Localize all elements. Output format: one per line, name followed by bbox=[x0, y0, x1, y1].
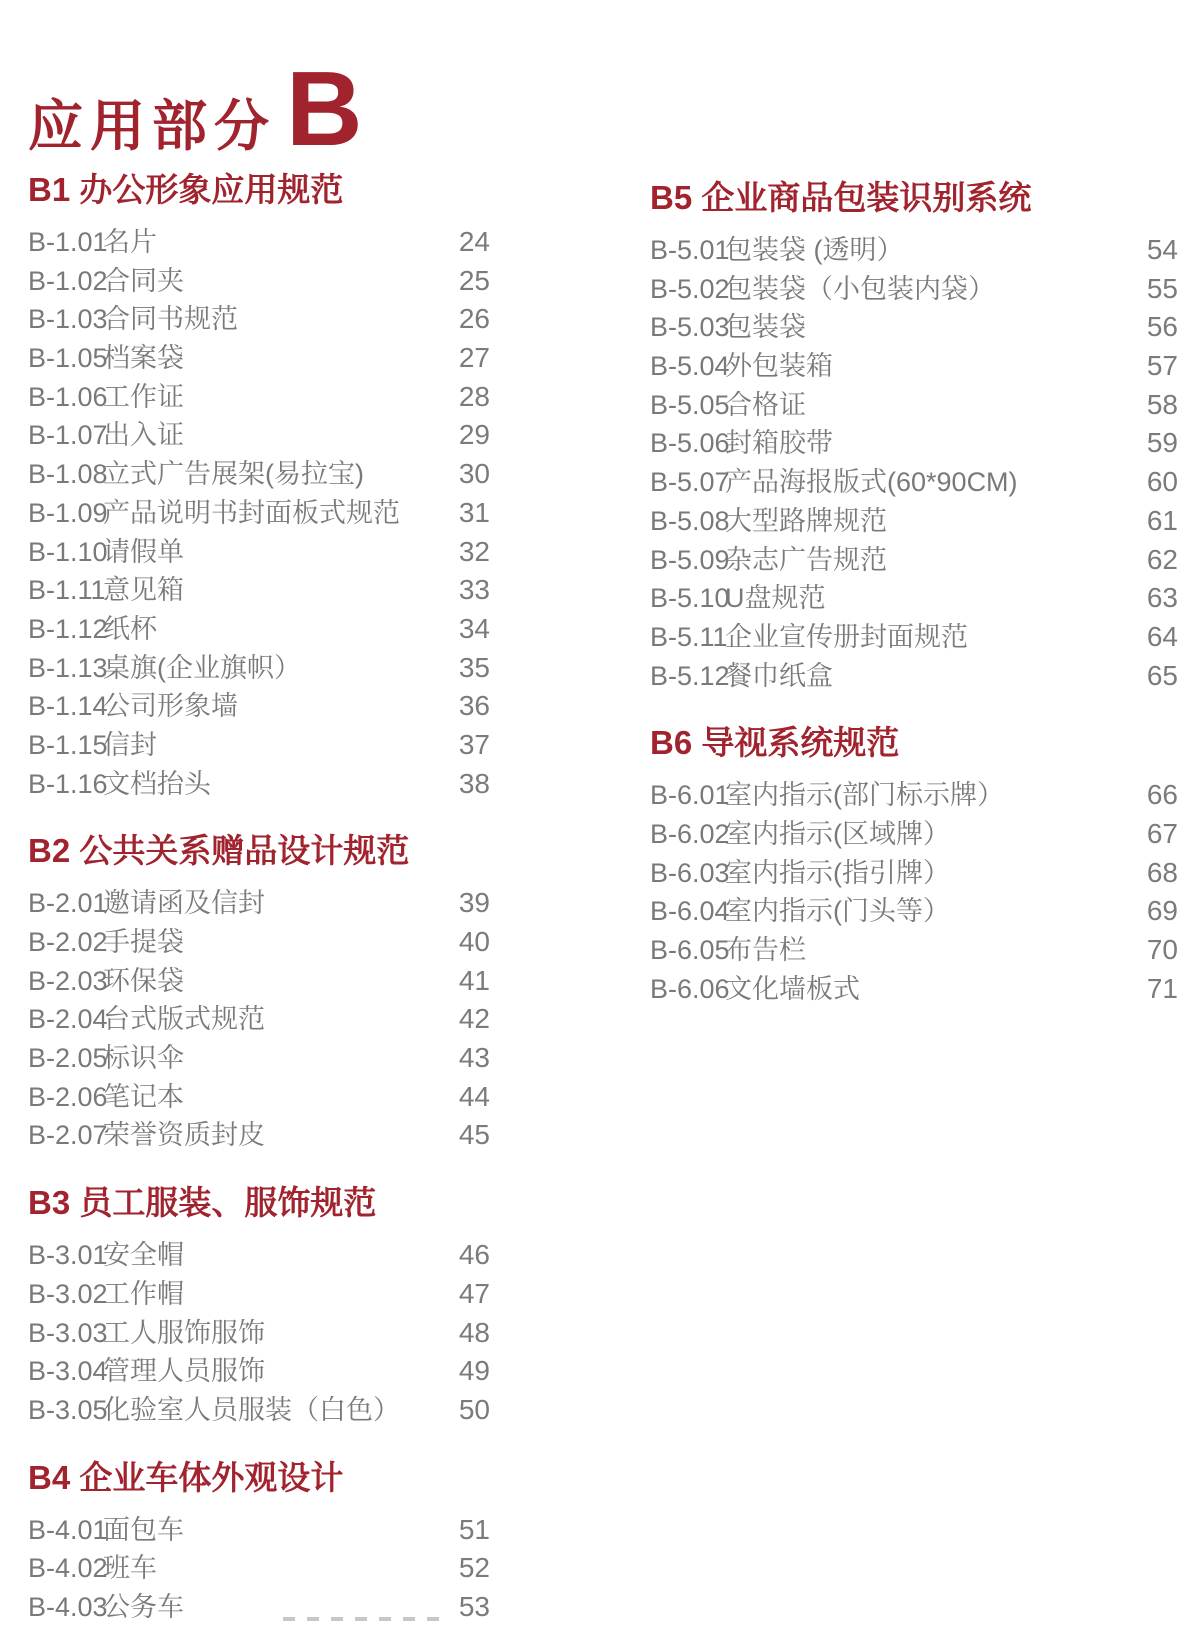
entry-page-number: 67 bbox=[1146, 817, 1178, 849]
entry-page-number: 28 bbox=[458, 380, 490, 412]
entry-label: 包装袋（小包装内袋） bbox=[725, 273, 995, 304]
entry-text bbox=[650, 541, 1147, 580]
toc-entry bbox=[650, 347, 1178, 386]
entry-text bbox=[28, 1352, 459, 1391]
entry-code: B-5.03 bbox=[650, 312, 730, 343]
entry-label: 管理人员服饰 bbox=[103, 1356, 265, 1387]
toc-entry bbox=[28, 1352, 490, 1391]
section-title-B4: B4 企业车体外观设计 bbox=[28, 1458, 344, 1496]
toc-entry bbox=[650, 541, 1178, 580]
entry-page-number: 51 bbox=[458, 1513, 490, 1545]
entry-page-number: 52 bbox=[458, 1552, 490, 1584]
toc-entry bbox=[650, 854, 1178, 893]
page-title bbox=[28, 50, 363, 170]
entry-text bbox=[650, 347, 1147, 386]
entry-code: B-1.03 bbox=[28, 304, 108, 335]
entry-code: B-3.01 bbox=[28, 1240, 108, 1271]
entry-label: 餐巾纸盒 bbox=[725, 660, 833, 691]
entry-page-number: 33 bbox=[458, 574, 490, 606]
entry-label: 包装袋 (透明） bbox=[725, 235, 904, 265]
entry-label: 请假单 bbox=[103, 536, 184, 567]
entry-text bbox=[28, 533, 459, 572]
toc-entry bbox=[650, 618, 1178, 657]
entry-text bbox=[28, 1314, 459, 1353]
entry-text bbox=[28, 262, 459, 301]
entry-text bbox=[650, 815, 1147, 854]
entry-code: B-5.10 bbox=[650, 583, 730, 614]
toc-entry bbox=[28, 1039, 490, 1078]
entry-label: 产品说明书封面板式规范 bbox=[103, 497, 400, 528]
entry-label: 名片 bbox=[103, 227, 157, 257]
toc-entry bbox=[28, 1078, 490, 1117]
entry-page-number: 38 bbox=[458, 767, 490, 799]
entry-page-number: 42 bbox=[458, 1003, 490, 1035]
toc-entry bbox=[28, 262, 490, 301]
toc-entry bbox=[650, 424, 1178, 463]
entry-text bbox=[28, 223, 459, 262]
entry-label: 环保袋 bbox=[103, 965, 184, 996]
entry-code: B-3.05 bbox=[28, 1394, 108, 1425]
toc-entry bbox=[650, 815, 1178, 854]
entry-label: 纸杯 bbox=[103, 613, 157, 644]
entry-text bbox=[650, 270, 1147, 309]
entry-code: B-3.02 bbox=[28, 1278, 108, 1309]
toc-entry bbox=[28, 223, 490, 262]
entry-label: 意见箱 bbox=[103, 575, 184, 606]
entry-code: B-5.06 bbox=[650, 428, 730, 459]
entry-code: B-6.01 bbox=[650, 780, 730, 811]
entry-page-number: 54 bbox=[1146, 234, 1178, 265]
toc-entry bbox=[28, 1391, 490, 1430]
entry-code: B-6.04 bbox=[650, 896, 730, 927]
toc-entry bbox=[28, 1275, 490, 1314]
entry-page-number: 37 bbox=[458, 728, 490, 760]
toc-entry bbox=[28, 533, 490, 572]
entry-label: 台式版式规范 bbox=[103, 1004, 265, 1035]
entry-code: B-5.09 bbox=[650, 544, 730, 575]
entry-page-number: 60 bbox=[1146, 466, 1178, 498]
entry-code: B-2.02 bbox=[28, 927, 108, 957]
entry-code: B-4.02 bbox=[28, 1553, 108, 1584]
entry-code: B-5.02 bbox=[650, 273, 730, 304]
entry-text bbox=[28, 1078, 459, 1117]
toc-entry bbox=[650, 931, 1178, 970]
entry-label: 企业宣传册封面规范 bbox=[725, 621, 968, 652]
clipped-next-row bbox=[283, 1617, 439, 1621]
section-list-B5 bbox=[650, 231, 1178, 695]
entry-label: 工作帽 bbox=[103, 1278, 184, 1309]
entry-text bbox=[28, 1549, 459, 1588]
left-column bbox=[28, 172, 490, 1627]
section-B1 bbox=[28, 172, 490, 803]
entry-label: 布告栏 bbox=[725, 935, 806, 965]
toc-entry bbox=[28, 726, 490, 765]
toc-entry bbox=[28, 339, 490, 378]
entry-page-number: 58 bbox=[1146, 388, 1178, 420]
entry-page-number: 53 bbox=[458, 1590, 490, 1622]
entry-code: B-6.02 bbox=[650, 818, 730, 849]
entry-text bbox=[28, 455, 459, 494]
entry-page-number: 62 bbox=[1146, 543, 1178, 575]
entry-label: 产品海报版式(60*90CM) bbox=[725, 467, 1018, 498]
entry-text bbox=[28, 571, 459, 610]
toc-entry bbox=[28, 687, 490, 726]
entry-code: B-1.01 bbox=[28, 227, 108, 257]
entry-label: 室内指示(区域牌） bbox=[725, 818, 950, 849]
entry-label: 荣誉资质封皮 bbox=[103, 1120, 265, 1151]
entry-label: 邀请函及信封 bbox=[103, 888, 265, 919]
toc-entry bbox=[28, 1549, 490, 1588]
entry-text bbox=[650, 463, 1147, 502]
entry-page-number: 25 bbox=[458, 264, 490, 296]
entry-label: 笔记本 bbox=[103, 1081, 184, 1112]
entry-label: 外包装箱 bbox=[725, 351, 833, 382]
entry-page-number: 50 bbox=[458, 1393, 490, 1425]
entry-code: B-5.05 bbox=[650, 389, 730, 420]
entry-code: B-3.04 bbox=[28, 1356, 108, 1387]
entry-label: 合同书规范 bbox=[103, 304, 238, 335]
entry-text bbox=[28, 1039, 459, 1078]
entry-page-number: 29 bbox=[458, 419, 490, 451]
entry-text bbox=[28, 494, 459, 533]
toc-entry bbox=[28, 765, 490, 804]
entry-code: B-1.08 bbox=[28, 459, 108, 490]
entry-text bbox=[28, 1000, 459, 1039]
toc-entry bbox=[28, 1000, 490, 1039]
entry-page-number: 66 bbox=[1146, 779, 1178, 811]
entry-text bbox=[650, 618, 1147, 657]
entry-page-number: 63 bbox=[1146, 582, 1178, 614]
entry-label: 安全帽 bbox=[103, 1240, 184, 1271]
entry-code: B-1.10 bbox=[28, 536, 108, 567]
entry-code: B-5.11 bbox=[650, 621, 728, 652]
entry-text bbox=[28, 962, 459, 1001]
entry-page-number: 26 bbox=[458, 303, 490, 335]
entry-code: B-5.01 bbox=[650, 235, 730, 265]
entry-label: 合格证 bbox=[725, 389, 806, 420]
toc-entry bbox=[650, 231, 1178, 270]
toc-entry bbox=[28, 884, 490, 923]
toc-entry bbox=[650, 579, 1178, 618]
entry-page-number: 61 bbox=[1146, 504, 1178, 536]
entry-page-number: 48 bbox=[458, 1316, 490, 1348]
entry-page-number: 35 bbox=[458, 651, 490, 683]
entry-code: B-1.07 bbox=[28, 420, 108, 451]
entry-code: B-2.06 bbox=[28, 1081, 108, 1112]
entry-text bbox=[650, 386, 1147, 425]
entry-label: U盘规范 bbox=[725, 583, 826, 614]
entry-text bbox=[650, 931, 1147, 970]
entry-text bbox=[28, 649, 459, 688]
entry-page-number: 46 bbox=[458, 1239, 490, 1271]
entry-page-number: 45 bbox=[458, 1119, 490, 1151]
entry-label: 合同夹 bbox=[103, 265, 184, 296]
toc-entry bbox=[28, 962, 490, 1001]
entry-text bbox=[650, 502, 1147, 541]
entry-code: B-2.07 bbox=[28, 1120, 108, 1151]
entry-text bbox=[28, 378, 459, 417]
entry-text bbox=[650, 892, 1147, 931]
entry-page-number: 55 bbox=[1146, 272, 1178, 304]
entry-label: 工人服饰服饰 bbox=[103, 1317, 265, 1348]
entry-page-number: 68 bbox=[1146, 856, 1178, 888]
entry-code: B-6.05 bbox=[650, 935, 730, 965]
entry-text bbox=[28, 726, 459, 765]
entry-label: 标识伞 bbox=[103, 1043, 184, 1074]
entry-code: B-2.01 bbox=[28, 888, 108, 919]
section-title-B2: B2 公共关系赠品设计规范 bbox=[28, 832, 410, 870]
entry-code: B-4.03 bbox=[28, 1591, 108, 1622]
entry-code: B-4.01 bbox=[28, 1514, 108, 1545]
entry-code: B-5.08 bbox=[650, 505, 730, 536]
entry-text bbox=[650, 579, 1147, 618]
entry-label: 室内指示(部门标示牌） bbox=[725, 780, 1004, 811]
section-B6 bbox=[650, 725, 1178, 1008]
entry-code: B-1.14 bbox=[28, 691, 108, 722]
entry-page-number: 32 bbox=[458, 535, 490, 567]
section-title-B5: B5 企业商品包装识别系统 bbox=[650, 179, 1032, 216]
toc-entry bbox=[28, 494, 490, 533]
entry-label: 出入证 bbox=[103, 420, 184, 451]
entry-code: B-5.04 bbox=[650, 351, 730, 382]
entry-label: 室内指示(指引牌） bbox=[725, 857, 950, 888]
toc-entry bbox=[28, 416, 490, 455]
toc-entry bbox=[28, 455, 490, 494]
entry-code: B-3.03 bbox=[28, 1317, 108, 1348]
entry-text bbox=[28, 1511, 459, 1550]
entry-page-number: 57 bbox=[1146, 350, 1178, 382]
toc-entry bbox=[28, 1314, 490, 1353]
entry-page-number: 70 bbox=[1146, 934, 1178, 965]
entry-page-number: 49 bbox=[458, 1355, 490, 1387]
toc-entry bbox=[650, 502, 1178, 541]
entry-code: B-1.12 bbox=[28, 613, 108, 644]
entry-label: 封箱胶带 bbox=[725, 428, 833, 459]
entry-text bbox=[650, 308, 1147, 347]
entry-label: 档案袋 bbox=[103, 343, 184, 374]
toc-entry bbox=[650, 657, 1178, 696]
entry-text bbox=[650, 854, 1147, 893]
entry-code: B-2.04 bbox=[28, 1004, 108, 1035]
toc-entry bbox=[28, 300, 490, 339]
entry-code: B-1.13 bbox=[28, 652, 108, 683]
entry-page-number: 39 bbox=[458, 887, 490, 919]
entry-text bbox=[28, 923, 459, 962]
section-B2 bbox=[28, 833, 490, 1155]
toc-entry bbox=[28, 571, 490, 610]
section-B5 bbox=[650, 180, 1178, 695]
entry-code: B-1.06 bbox=[28, 381, 108, 412]
entry-text bbox=[28, 765, 459, 804]
toc-entry bbox=[28, 378, 490, 417]
toc-entry bbox=[28, 923, 490, 962]
entry-code: B-5.12 bbox=[650, 660, 730, 691]
entry-text bbox=[28, 884, 459, 923]
entry-page-number: 43 bbox=[458, 1042, 490, 1074]
right-column bbox=[650, 180, 1178, 1008]
entry-label: 手提袋 bbox=[103, 927, 184, 957]
entry-page-number: 69 bbox=[1146, 895, 1178, 927]
page-title-letter: B bbox=[286, 50, 363, 168]
entry-text bbox=[650, 657, 1147, 696]
section-list-B4 bbox=[28, 1511, 490, 1627]
entry-text bbox=[28, 1391, 459, 1430]
entry-code: B-5.07 bbox=[650, 467, 730, 498]
entry-text bbox=[650, 424, 1147, 463]
entry-page-number: 36 bbox=[458, 690, 490, 722]
entry-text bbox=[28, 1236, 459, 1275]
toc-entry bbox=[650, 970, 1178, 1009]
entry-text bbox=[650, 231, 1147, 270]
entry-text bbox=[28, 416, 459, 455]
page-title-text: 应用部分 bbox=[28, 95, 277, 157]
toc-entry bbox=[650, 463, 1178, 502]
entry-label: 公务车 bbox=[103, 1591, 184, 1622]
entry-code: B-1.15 bbox=[28, 729, 108, 760]
section-title-B1: B1 办公形象应用规范 bbox=[28, 171, 344, 208]
section-B3 bbox=[28, 1185, 490, 1429]
toc-entry bbox=[650, 386, 1178, 425]
entry-label: 桌旗(企业旗帜） bbox=[103, 652, 301, 683]
entry-code: B-6.06 bbox=[650, 973, 730, 1004]
entry-page-number: 30 bbox=[458, 458, 490, 490]
entry-label: 工作证 bbox=[103, 381, 184, 412]
entry-page-number: 40 bbox=[458, 926, 490, 957]
entry-page-number: 71 bbox=[1146, 972, 1178, 1004]
toc-entry bbox=[28, 1511, 490, 1550]
entry-text bbox=[28, 339, 459, 378]
entry-label: 班车 bbox=[103, 1553, 157, 1584]
entry-label: 杂志广告规范 bbox=[725, 544, 887, 575]
entry-page-number: 31 bbox=[458, 496, 490, 528]
entry-code: B-6.03 bbox=[650, 857, 730, 888]
entry-label: 大型路牌规范 bbox=[725, 505, 887, 536]
toc-entry bbox=[650, 270, 1178, 309]
section-list-B1 bbox=[28, 223, 490, 803]
section-title-B6: B6 导视系统规范 bbox=[650, 724, 900, 762]
toc-entry bbox=[28, 610, 490, 649]
section-B4 bbox=[28, 1460, 490, 1627]
entry-text bbox=[28, 1116, 459, 1155]
entry-text bbox=[28, 1275, 459, 1314]
entry-page-number: 59 bbox=[1146, 427, 1178, 459]
entry-text bbox=[650, 776, 1147, 815]
entry-page-number: 64 bbox=[1146, 620, 1178, 652]
entry-code: B-1.16 bbox=[28, 768, 108, 799]
entry-code: B-1.05 bbox=[28, 343, 108, 374]
entry-page-number: 56 bbox=[1146, 311, 1178, 343]
entry-label: 信封 bbox=[103, 729, 157, 760]
entry-text bbox=[28, 610, 459, 649]
entry-label: 室内指示(门头等） bbox=[725, 896, 950, 927]
toc-entry bbox=[28, 649, 490, 688]
entry-text bbox=[650, 970, 1147, 1009]
entry-page-number: 27 bbox=[458, 342, 490, 374]
entry-code: B-1.02 bbox=[28, 265, 108, 296]
entry-page-number: 24 bbox=[458, 226, 490, 257]
entry-page-number: 44 bbox=[458, 1080, 490, 1112]
entry-label: 化验室人员服装（白色） bbox=[103, 1394, 400, 1425]
toc-entry bbox=[650, 892, 1178, 931]
entry-code: B-2.05 bbox=[28, 1043, 108, 1074]
toc-entry bbox=[28, 1116, 490, 1155]
toc-entry bbox=[28, 1236, 490, 1275]
entry-label: 面包车 bbox=[103, 1514, 184, 1545]
section-list-B6 bbox=[650, 776, 1178, 1008]
toc-entry bbox=[650, 776, 1178, 815]
entry-text bbox=[28, 687, 459, 726]
entry-label: 文档抬头 bbox=[103, 768, 211, 799]
entry-code: B-1.09 bbox=[28, 497, 108, 528]
entry-page-number: 47 bbox=[458, 1277, 490, 1309]
toc-entry bbox=[650, 308, 1178, 347]
section-list-B3 bbox=[28, 1236, 490, 1429]
entry-label: 文化墙板式 bbox=[725, 973, 860, 1004]
entry-text bbox=[28, 300, 459, 339]
entry-label: 公司形象墙 bbox=[103, 691, 238, 722]
entry-code: B-2.03 bbox=[28, 965, 108, 996]
entry-page-number: 34 bbox=[458, 612, 490, 644]
entry-page-number: 41 bbox=[458, 964, 490, 996]
entry-label: 立式广告展架(易拉宝) bbox=[103, 459, 364, 490]
section-list-B2 bbox=[28, 884, 490, 1155]
entry-code: B-1.11 bbox=[28, 575, 106, 606]
section-title-B3: B3 员工服装、服饰规范 bbox=[28, 1184, 377, 1222]
entry-page-number: 65 bbox=[1146, 659, 1178, 691]
entry-label: 包装袋 bbox=[725, 312, 806, 343]
